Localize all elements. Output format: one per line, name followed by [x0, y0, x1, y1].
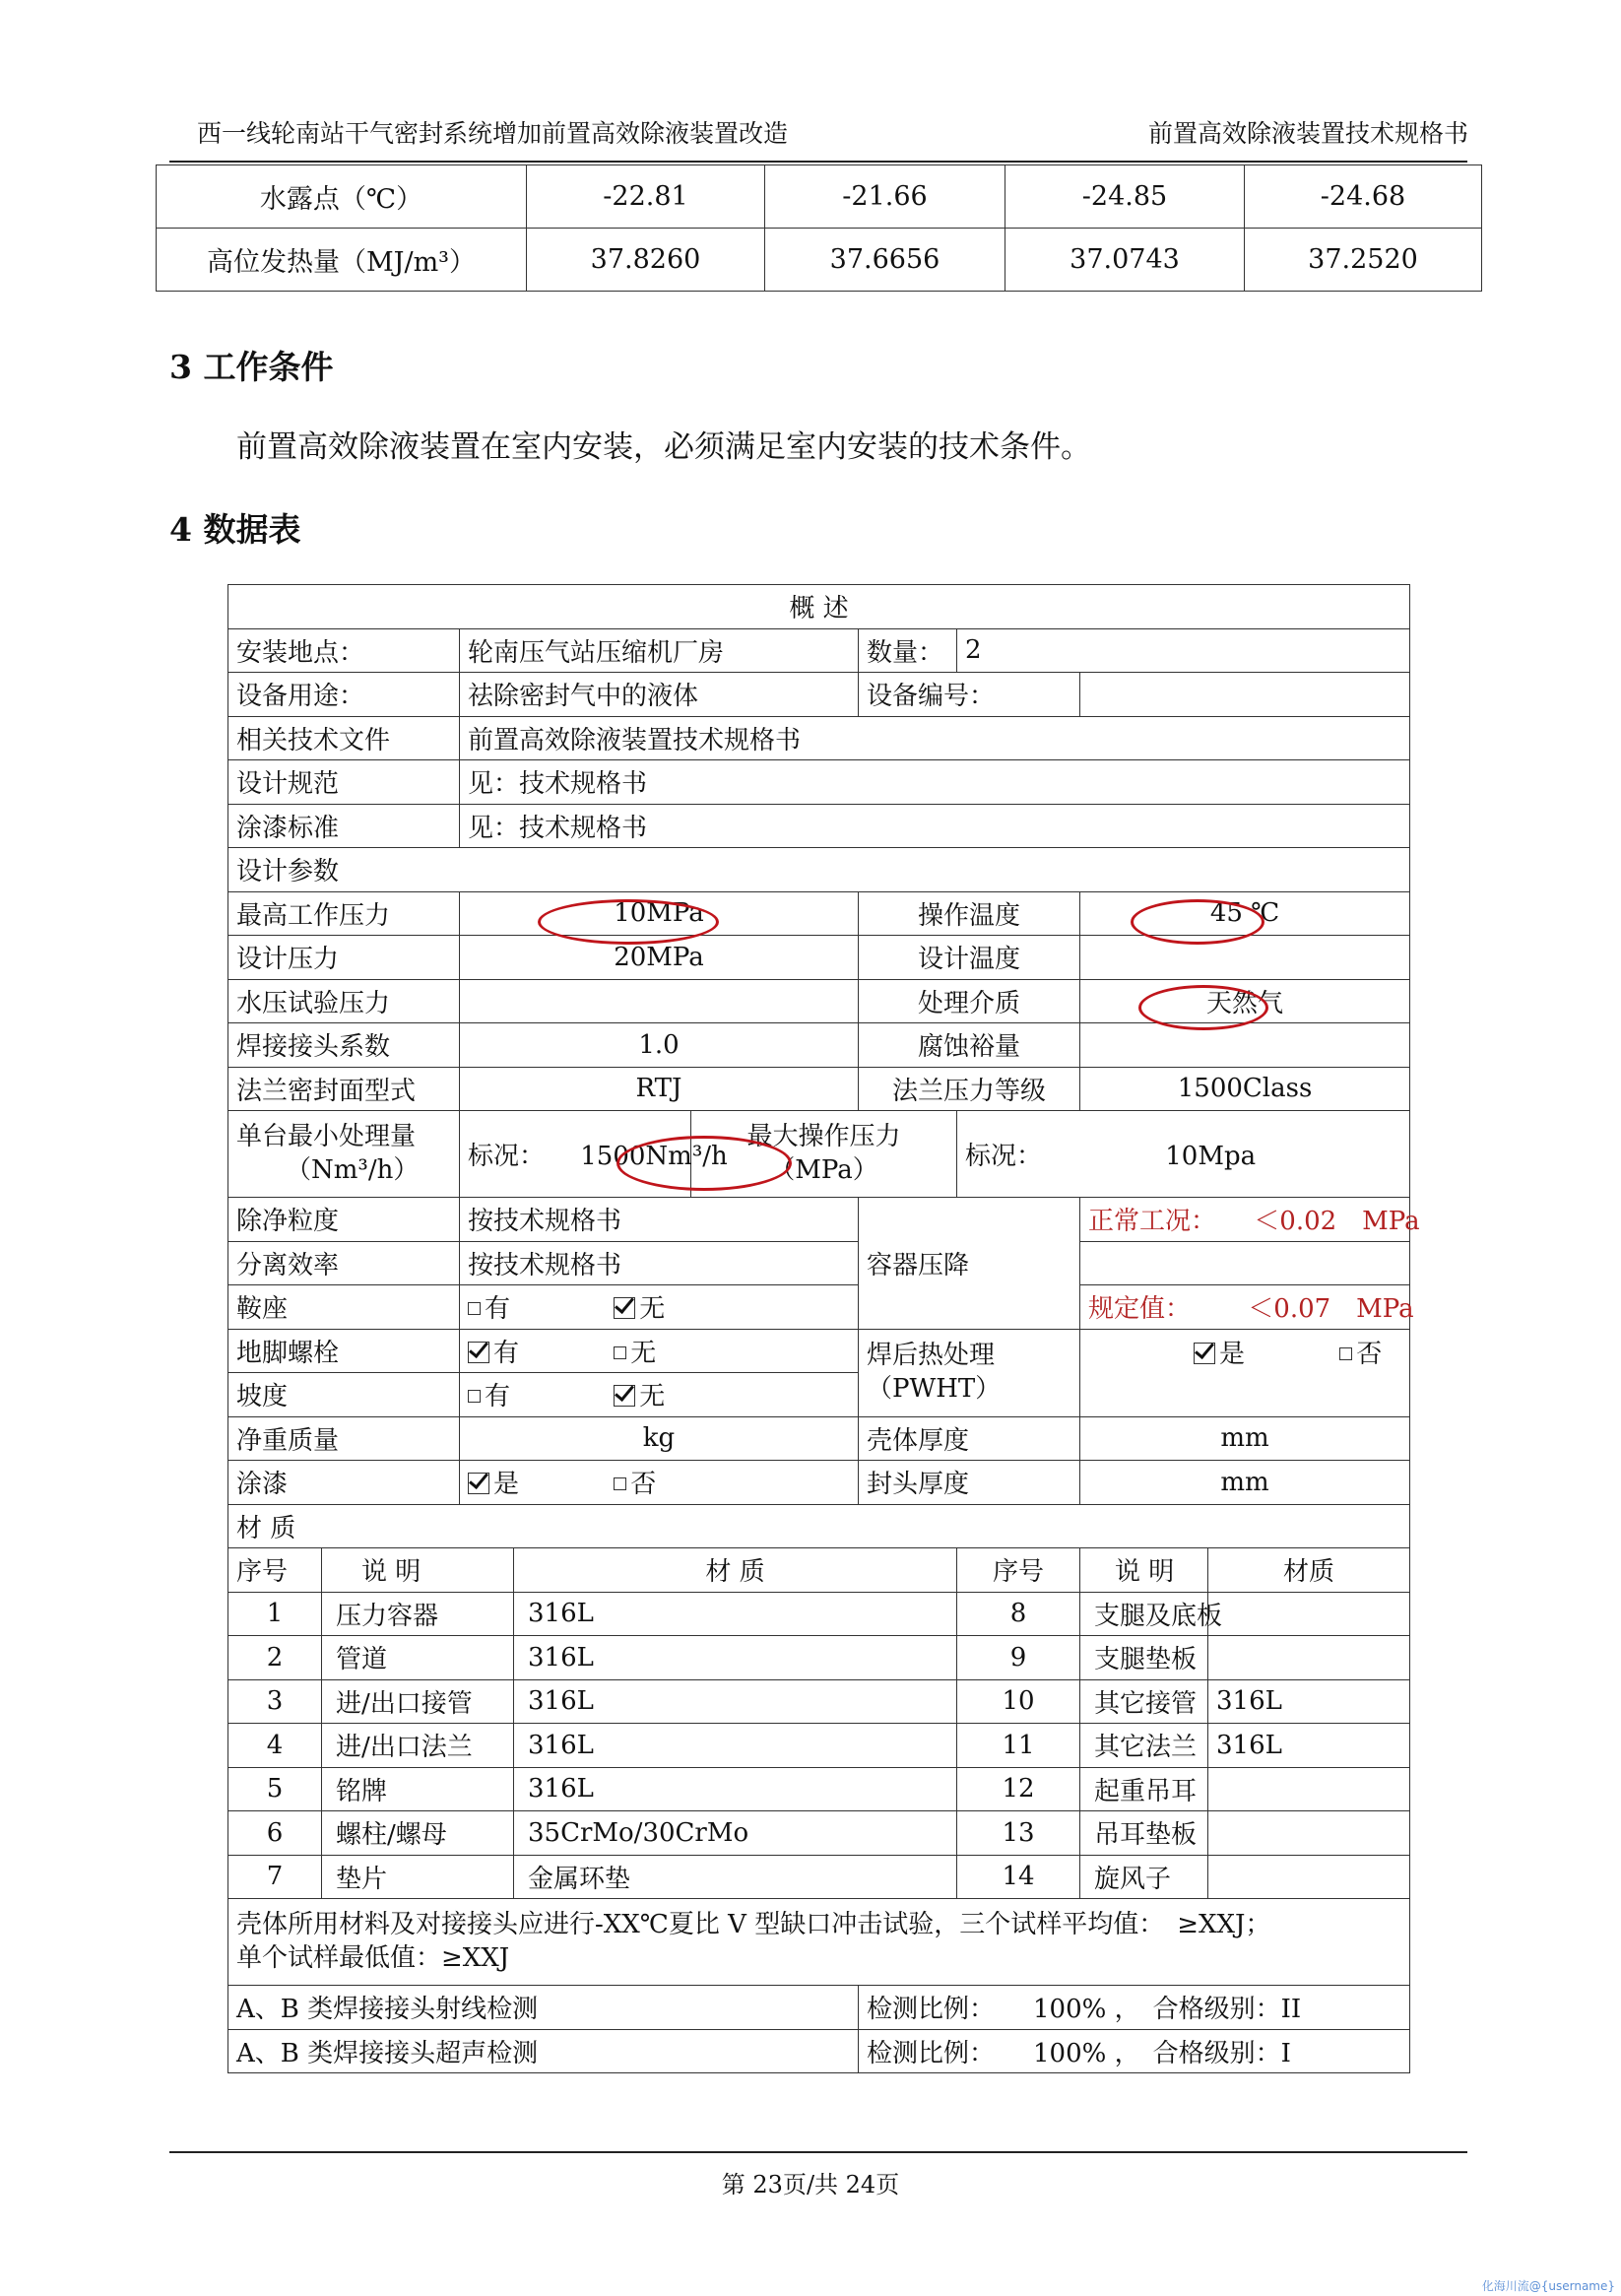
- section-3-text: 前置高效除液装置在室内安装，必须满足室内安装的技术条件。: [236, 429, 1091, 465]
- particle-label: 除净粒度: [228, 1198, 460, 1242]
- checkbox-icon[interactable]: [614, 1346, 626, 1359]
- table-row: [228, 1855, 1410, 1899]
- code: 见：技术规格书: [460, 760, 1410, 805]
- table-row: [157, 229, 1482, 292]
- table-cell: 8: [957, 1592, 1080, 1636]
- head-t-label: 封头厚度: [859, 1461, 1080, 1505]
- materials-title: 材 质: [228, 1504, 1410, 1548]
- table-cell: 316L: [514, 1592, 957, 1636]
- table-row: [228, 1679, 1410, 1724]
- table-cell: 9: [957, 1636, 1080, 1680]
- flange-face-label: 法兰密封面型式: [228, 1067, 460, 1111]
- normal-val: ＜0.02 MPa: [1254, 1207, 1420, 1237]
- option-label: 无: [639, 1294, 666, 1325]
- table-cell: 316L: [1208, 1724, 1410, 1768]
- table-cell: 管道: [322, 1636, 514, 1680]
- table-cell: [1208, 1811, 1410, 1856]
- table-row: [228, 1636, 1410, 1680]
- shell-t-label: 壳体厚度: [859, 1416, 1080, 1461]
- flange-face: RTJ: [460, 1067, 859, 1111]
- header-rule: [169, 161, 1467, 163]
- option-label: 有: [485, 1382, 511, 1412]
- bolt-options: [460, 1329, 859, 1373]
- value-cell: -22.81: [527, 165, 765, 229]
- sep-eff: 按技术规格书: [460, 1241, 859, 1285]
- table-cell: 2: [228, 1636, 322, 1680]
- table-cell: 其它法兰: [1080, 1724, 1208, 1768]
- col-header: 序号: [957, 1548, 1080, 1593]
- docs-label: 相关技术文件: [228, 716, 460, 760]
- table-cell: 5: [228, 1767, 322, 1811]
- pwht-label-1: 焊后热处理: [867, 1340, 996, 1370]
- slope-label: 坡度: [228, 1373, 460, 1417]
- table-cell: [1208, 1855, 1410, 1899]
- materials-header-row: [228, 1548, 1410, 1593]
- max-wp: 10MPa: [460, 891, 859, 936]
- dp-normal: [1080, 1198, 1420, 1242]
- value-cell: 37.0743: [1005, 229, 1245, 292]
- col-header: 序号: [228, 1548, 322, 1593]
- design-t-label: 设计温度: [859, 936, 1080, 980]
- design-params-title: 设计参数: [228, 848, 1410, 892]
- dp-spec: [1080, 1285, 1414, 1330]
- header-left: 西一线轮南站干气密封系统增加前置高效除液装置改造: [197, 119, 789, 148]
- install-site-label: 安装地点：: [228, 628, 460, 673]
- qty-label: 数量：: [859, 628, 957, 673]
- hydro: [460, 979, 859, 1023]
- table-cell: [1208, 1636, 1410, 1680]
- saddle-label: 鞍座: [228, 1285, 460, 1330]
- weld-coef: 1.0: [460, 1023, 859, 1068]
- max-op-label-2: （MPa）: [769, 1154, 878, 1185]
- flange-class-label: 法兰压力等级: [859, 1067, 1080, 1111]
- std-label: [460, 1111, 728, 1198]
- table-cell: 6: [228, 1811, 322, 1856]
- table-cell: 进/出口接管: [322, 1679, 514, 1724]
- option-label: 有: [493, 1338, 520, 1368]
- saddle-options: [460, 1285, 859, 1330]
- option-label: 否: [630, 1470, 657, 1500]
- value-cell: -24.68: [1245, 165, 1482, 229]
- medium-label: 处理介质: [859, 979, 1080, 1023]
- qty: 2: [957, 628, 1410, 673]
- checkbox-icon[interactable]: [468, 1390, 481, 1403]
- footer-rule: [169, 2151, 1467, 2153]
- option-label: 有: [485, 1294, 511, 1325]
- op-temp-label: 操作温度: [859, 891, 1080, 936]
- table-row: [228, 1592, 1410, 1636]
- max-op-cell: [957, 1111, 1410, 1198]
- impact-test-cell: [228, 1899, 1410, 1986]
- table-cell: 3: [228, 1679, 322, 1724]
- normal-label: 正常工况：: [1088, 1207, 1217, 1237]
- purpose: 祛除密封气中的液体: [460, 673, 859, 717]
- table-cell: [1208, 1767, 1410, 1811]
- checkbox-icon[interactable]: [614, 1477, 626, 1490]
- pwht-label-2: （PWHT）: [867, 1373, 1002, 1404]
- checked-checkbox-icon[interactable]: [1194, 1343, 1215, 1364]
- table-cell: 支腿垫板: [1080, 1636, 1208, 1680]
- net-wt-label: 净重质量: [228, 1416, 460, 1461]
- table-cell: 支腿及底板: [1080, 1592, 1208, 1636]
- code-label: 设计规范: [228, 760, 460, 805]
- paint-options: [460, 1461, 859, 1505]
- table-cell: 铭牌: [322, 1767, 514, 1811]
- sep-eff-label: 分离效率: [228, 1241, 460, 1285]
- row-label: 高位发热量（MJ/m³）: [157, 229, 527, 292]
- table-cell: 螺柱/螺母: [322, 1811, 514, 1856]
- ut-value: 检测比例： 100% ， 合格级别：I: [859, 2029, 1410, 2073]
- table-cell: 垫片: [322, 1855, 514, 1899]
- table-cell: [1208, 1592, 1410, 1636]
- page-number: 第 23页/共 24页: [721, 2171, 900, 2198]
- weld-coef-label: 焊接接头系数: [228, 1023, 460, 1068]
- table-row: [228, 1811, 1410, 1856]
- table-cell: 11: [957, 1724, 1080, 1768]
- table-cell: 旋风子: [1080, 1855, 1208, 1899]
- table-cell: 316L: [1208, 1679, 1410, 1724]
- op-temp: 45 ℃: [1080, 891, 1410, 936]
- table-cell: 金属环垫: [514, 1855, 957, 1899]
- option-label: 无: [639, 1382, 666, 1412]
- min-cap-label: [228, 1111, 460, 1198]
- table-cell: 4: [228, 1724, 322, 1768]
- table-cell: 316L: [514, 1767, 957, 1811]
- table-row: [157, 165, 1482, 229]
- ut-label: A、B 类焊接接头超声检测: [228, 2029, 859, 2073]
- spec-label: 规定值：: [1088, 1294, 1192, 1325]
- pwht-options: [1080, 1329, 1410, 1416]
- max-op-label: [691, 1111, 957, 1198]
- dp-blank: [1080, 1241, 1410, 1285]
- row-label: 水露点（℃）: [157, 165, 527, 229]
- bolt-label: 地脚螺栓: [228, 1329, 460, 1373]
- table-cell: 316L: [514, 1636, 957, 1680]
- option-label: 是: [1219, 1339, 1246, 1369]
- hydro-label: 水压试验压力: [228, 979, 460, 1023]
- min-cap-label-1: 单台最小处理量: [236, 1121, 417, 1151]
- value-cell: -21.66: [765, 165, 1005, 229]
- table-cell: 吊耳垫板: [1080, 1811, 1208, 1856]
- col-header: 材质: [1208, 1548, 1410, 1593]
- table-cell: 10: [957, 1679, 1080, 1724]
- design-p: 20MPa: [460, 936, 859, 980]
- checked-checkbox-icon[interactable]: [614, 1297, 635, 1319]
- section-4-title: 4 数据表: [169, 510, 301, 549]
- medium: 天然气: [1080, 979, 1410, 1023]
- option-label: 是: [493, 1470, 520, 1500]
- net-wt-unit: kg: [460, 1416, 859, 1461]
- purpose-label: 设备用途：: [228, 673, 460, 717]
- equip-no: [1080, 673, 1410, 717]
- table-cell: 进/出口法兰: [322, 1724, 514, 1768]
- std-label-text: 标况：: [468, 1142, 546, 1171]
- min-cap: 1500Nm³/h: [580, 1142, 728, 1171]
- particle: 按技术规格书: [460, 1198, 859, 1242]
- slope-options: [460, 1373, 859, 1417]
- checkbox-icon[interactable]: [468, 1302, 481, 1315]
- table-row: [228, 1724, 1410, 1768]
- col-header: 材 质: [514, 1548, 957, 1593]
- rt-label: A、B 类焊接接头射线检测: [228, 1986, 859, 2030]
- table-cell: 35CrMo/30CrMo: [514, 1811, 957, 1856]
- pwht-label: [859, 1329, 1080, 1416]
- equip-no-label: 设备编号：: [859, 673, 1080, 717]
- impact-line-2: 单个试样最低值：≥XXJ: [236, 1942, 510, 1973]
- watermark: 化海川流@{username}: [1481, 2279, 1615, 2293]
- max-op: 10Mpa: [1165, 1142, 1257, 1171]
- option-label: 无: [630, 1338, 657, 1368]
- section-3-title: 3 工作条件: [169, 348, 334, 386]
- max-op-label-1: 最大操作压力: [746, 1121, 901, 1151]
- col-header: 说 明: [322, 1548, 514, 1593]
- min-cap-label-2: （Nm³/h）: [286, 1154, 420, 1185]
- design-t: [1080, 936, 1410, 980]
- paint-std-label: 涂漆标准: [228, 804, 460, 848]
- table-cell: 316L: [514, 1679, 957, 1724]
- table-cell: 13: [957, 1811, 1080, 1856]
- design-p-label: 设计压力: [228, 936, 460, 980]
- table-cell: 316L: [514, 1724, 957, 1768]
- shell-t-unit: mm: [1080, 1416, 1410, 1461]
- checked-checkbox-icon[interactable]: [614, 1385, 635, 1407]
- table-cell: 7: [228, 1855, 322, 1899]
- table-cell: 12: [957, 1767, 1080, 1811]
- materials-body: [228, 1592, 1410, 1899]
- table-cell: 14: [957, 1855, 1080, 1899]
- max-wp-label: 最高工作压力: [228, 891, 460, 936]
- checked-checkbox-icon[interactable]: [468, 1473, 489, 1494]
- head-t-unit: mm: [1080, 1461, 1410, 1505]
- checked-checkbox-icon[interactable]: [468, 1342, 489, 1363]
- table-cell: 压力容器: [322, 1592, 514, 1636]
- docs: 前置高效除液装置技术规格书: [460, 716, 1410, 760]
- gas-properties-table: [156, 164, 1482, 292]
- std-label-text-2: 标况：: [965, 1142, 1043, 1171]
- header-right: 前置高效除液装置技术规格书: [1147, 119, 1468, 148]
- corr: [1080, 1023, 1410, 1068]
- dp-label: 容器压降: [859, 1198, 1080, 1330]
- col-header: 说 明: [1080, 1548, 1208, 1593]
- value-cell: -24.85: [1005, 165, 1245, 229]
- flange-class: 1500Class: [1080, 1067, 1410, 1111]
- value-cell: 37.8260: [527, 229, 765, 292]
- paint-label: 涂漆: [228, 1461, 460, 1505]
- option-label: 否: [1356, 1339, 1383, 1369]
- checkbox-icon[interactable]: [1339, 1347, 1352, 1360]
- table-cell: 1: [228, 1592, 322, 1636]
- value-cell: 37.6656: [765, 229, 1005, 292]
- corr-label: 腐蚀裕量: [859, 1023, 1080, 1068]
- table-row: [228, 1767, 1410, 1811]
- install-site: 轮南压气站压缩机厂房: [460, 628, 859, 673]
- table-cell: 其它接管: [1080, 1679, 1208, 1724]
- impact-line-1: 壳体所用材料及对接接头应进行-XX℃夏比 V 型缺口冲击试验，三个试样平均值： ≥XXJ；: [236, 1909, 1271, 1939]
- table-cell: 起重吊耳: [1080, 1767, 1208, 1811]
- overview-title: 概 述: [228, 585, 1410, 629]
- value-cell: 37.2520: [1245, 229, 1482, 292]
- data-sheet-table: [227, 584, 1420, 2073]
- rt-value: 检测比例： 100% ， 合格级别：II: [859, 1986, 1410, 2030]
- paint-std: 见：技术规格书: [460, 804, 1410, 848]
- spec-val: ＜0.07 MPa: [1248, 1294, 1414, 1325]
